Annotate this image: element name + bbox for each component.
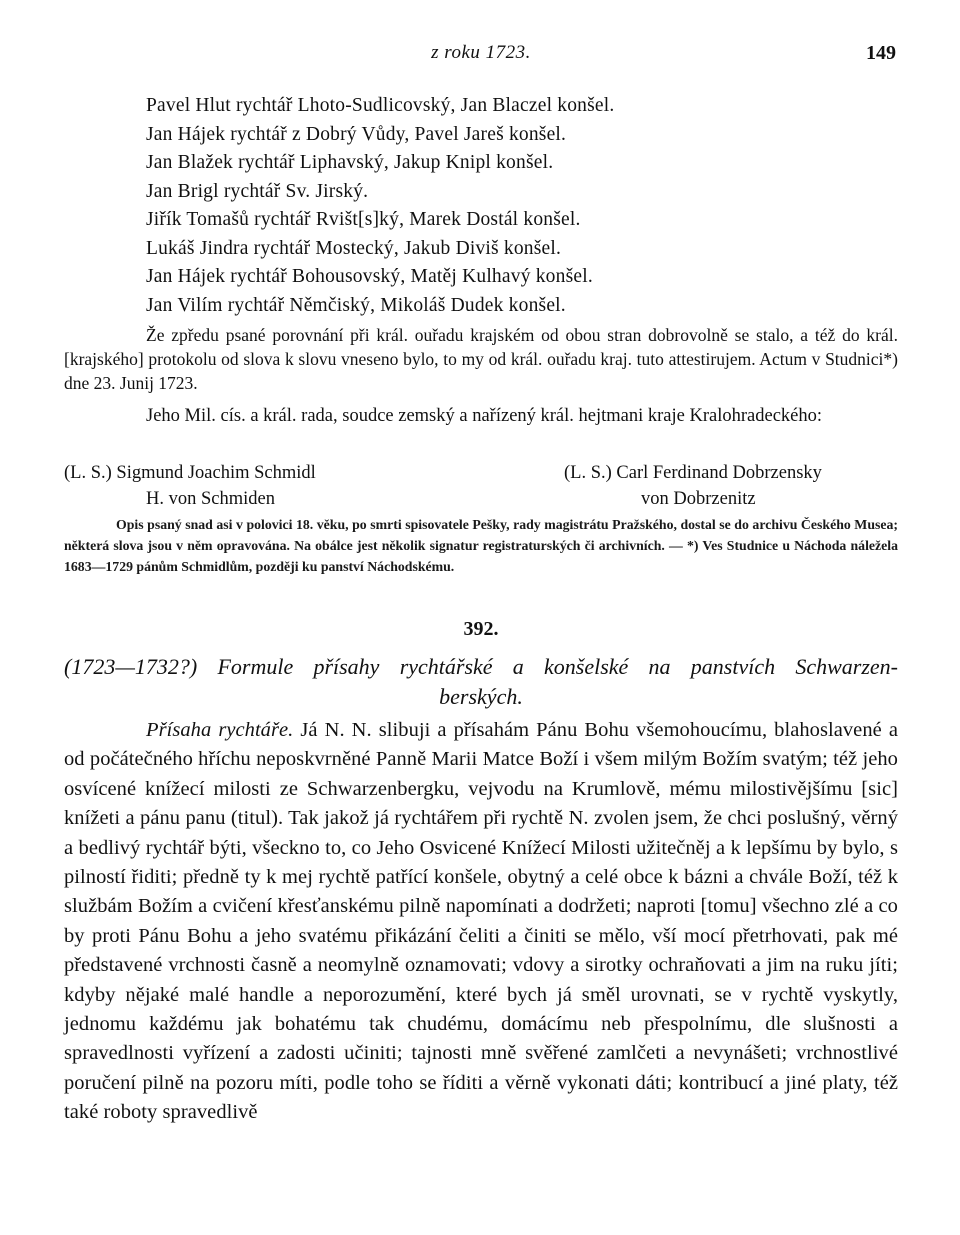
office-paragraph xyxy=(64,403,898,429)
paragraph-text: Já N. N. slibuji a přísahám Pánu Bohu všemohoucímu, blahoslavené a od počátečného hříchu neposkvrněné Panně Marii Matce Boží i všem milým Božím svatým; též jeho osvícené knížecí milosti ze Schwarzenbergku, vejvodu na Krumlově, mému milostivějšímu [sic] knížeti a pánu panu (titul). Tak jakož já rychtářem při rychtě N. zvolen jsem, že chci poslušný, věrný a bedlivý rychtář býti, všeckno to, co Jeho Osvicené Knížecí Milosti užitečněj a k lepšímu by bylo, s pilností řiditi; předně ty k mej rychtě patřící konšele, obytný a celé obce k bázni a chvále Boží, též k službám Božím a cvičení křesťanskému pilně napomínati a dodržeti; naproti [tomu] všechno zlé a co by proti Pánu Bohu a jeho svatému přikázání čeliti a činiti se mělo, vší mocí přetrhovati, pak mé představené vrchnosti časně a neomylně oznamovati; vdovy a sirotky ochraňovati a jim na ruku jíti; kdyby nějaké malé handle a neporozumění, které bych já směl urovnati, se v rychtě vyskytly, jednomu každému jak bohatému tak chudému, domácímu neb přespolnímu, dle slušnosti a spravedlnosti vyřízení a zadosti učiniti; tajnosti mně svěřené zamlčeti a nevynášeti; vrchnostlivé poručení pilně na pozoru míti, podle toho se říditi a věrně vykonati dáti; kontribucí a jiné platy, též také roboty spravedlivě xyxy=(64,719,898,1124)
list-item: Pavel Hlut rychtář Lhoto-Sudlicovský, Jan Blaczel konšel. xyxy=(146,95,615,116)
body-text xyxy=(64,716,898,1128)
signature-right-cont: von Dobrzenitz xyxy=(641,489,756,509)
list-item: Lukáš Jindra rychtář Mostecký, Jakub Diviš konšel. xyxy=(146,237,562,259)
document-number: 392. xyxy=(463,618,499,640)
list-item: Jan Brigl rychtář Sv. Jirský. xyxy=(146,180,369,202)
list-item: Jan Vilím rychtář Němčiský, Mikoláš Dudek konšel. xyxy=(146,294,566,316)
names-list xyxy=(64,92,898,320)
document-title-line-2: berských. xyxy=(439,684,523,709)
document-title xyxy=(64,652,898,712)
office-text: Jeho Mil. cís. a král. rada, soudce zemský a nařízený král. hejtmani kraje Kralohradeckého: xyxy=(146,406,823,426)
running-title: z roku 1723. xyxy=(431,42,531,63)
attestation-paragraph xyxy=(64,323,898,395)
list-item: Jan Hájek rychtář Bohousovský, Matěj Kulhavý konšel. xyxy=(146,266,593,287)
signature-left-cont: H. von Schmiden xyxy=(146,489,275,509)
list-item: Jan Hájek rychtář z Dobrý Vůdy, Pavel Jareš konšel. xyxy=(146,123,567,145)
signature-right xyxy=(564,460,898,512)
paragraph-lead: Přísaha rychtáře. xyxy=(146,719,294,741)
signature-right-seal: (L. S.) Carl Ferdinand Dobrzensky xyxy=(564,463,822,483)
signature-left xyxy=(64,460,484,512)
running-head xyxy=(64,42,898,68)
footnote xyxy=(64,514,898,577)
signature-left-seal: (L. S.) Sigmund Joachim Schmidl xyxy=(64,463,316,483)
document-title-line-1: (1723—1732?) Formule přísahy rychtářské a konšelské na panstvích Schwarzen- xyxy=(64,654,898,679)
attestation-text: Že zpředu psané porovnání při král. ouřadu krajském od obou stran dobrovolně se stalo, a též do král. [krajského] protokolu od slova k slovu vneseno bylo, to my od král. ouřadu kraj. tuto attestirujem. Actum v Studnici*) dne 23. Junij 1723. xyxy=(64,325,898,393)
list-item: Jiřík Tomašů rychtář Rvišt[s]ký, Marek Dostál konšel. xyxy=(146,209,581,230)
body-paragraph xyxy=(64,716,898,1128)
footnote-text: Opis psaný snad asi v polovici 18. věku, po smrti spisovatele Pešky, rady magistrátu Pražského, dostal se do archivu Českého Musea; některá slova jsou v něm opravována. Na obálce jest několik signatur registraturských či archivních. — *) Ves Studnice u Náchoda náležela 1683—1729 pánům Schmidlům, později ku panství Náchodskému. xyxy=(64,517,898,574)
list-item: Jan Blažek rychtář Liphavský, Jakup Knipl konšel. xyxy=(146,152,554,173)
page-number: 149 xyxy=(866,42,896,64)
